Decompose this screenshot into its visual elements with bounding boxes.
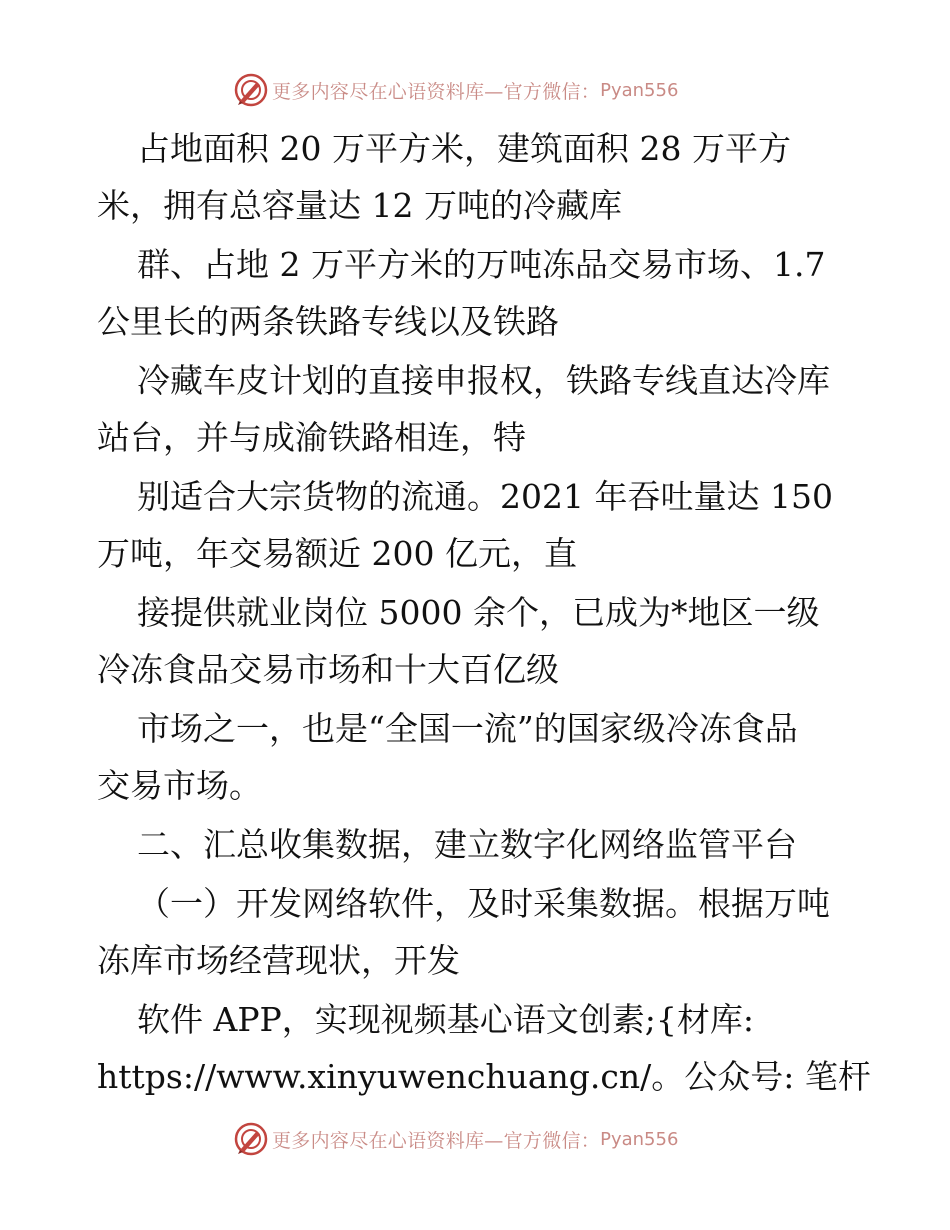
text-line: 接提供就业岗位 5000 余个，已成为*地区一级 xyxy=(137,593,820,632)
text-line: 占地面积 20 万平方米，建筑面积 28 万平方 xyxy=(137,129,791,168)
text-line: （一）开发网络软件，及时采集数据。根据万吨 xyxy=(137,884,830,923)
pen-logo-icon xyxy=(234,73,268,107)
text-line: 交易市场。 xyxy=(97,766,262,805)
text-line: 米，拥有总容量达 12 万吨的冷藏库 xyxy=(97,186,622,225)
footer-watermark-text: 更多内容尽在心语资料库—官方微信： xyxy=(272,1129,601,1152)
text-line: 软件 APP，实现视频基心语文创素;{材库: xyxy=(137,1000,754,1039)
section-heading: 二、汇总收集数据，建立数字化网络监管平台 xyxy=(137,825,797,864)
text-line: 冷藏车皮计划的直接申报权，铁路专线直达冷库 xyxy=(137,361,830,400)
header-watermark-wechat: Pyan556 xyxy=(600,79,679,101)
pen-logo-icon xyxy=(234,1122,268,1156)
text-line: https://www.xinyuwenchuang.cn/。公众号: 笔杆 xyxy=(97,1057,871,1096)
text-line: 万吨，年交易额近 200 亿元，直 xyxy=(97,534,577,573)
header-watermark-text: 更多内容尽在心语资料库—官方微信： xyxy=(272,80,601,103)
text-line: 站台，并与成渝铁路相连，特 xyxy=(97,418,526,457)
text-line: 市场之一，也是“全国一流”的国家级冷冻食品 xyxy=(137,709,798,748)
header-watermark xyxy=(234,72,678,108)
text-line: 冻库市场经营现状，开发 xyxy=(97,941,460,980)
footer-watermark-wechat: Pyan556 xyxy=(600,1128,679,1150)
footer-watermark xyxy=(234,1121,678,1157)
text-line: 冷冻食品交易市场和十大百亿级 xyxy=(97,650,559,689)
text-line: 别适合大宗货物的流通。2021 年吞吐量达 150 xyxy=(137,477,833,516)
text-line: 群、占地 2 万平方米的万吨冻品交易市场、1.7 xyxy=(137,245,826,284)
text-line: 公里长的两条铁路专线以及铁路 xyxy=(97,302,559,341)
